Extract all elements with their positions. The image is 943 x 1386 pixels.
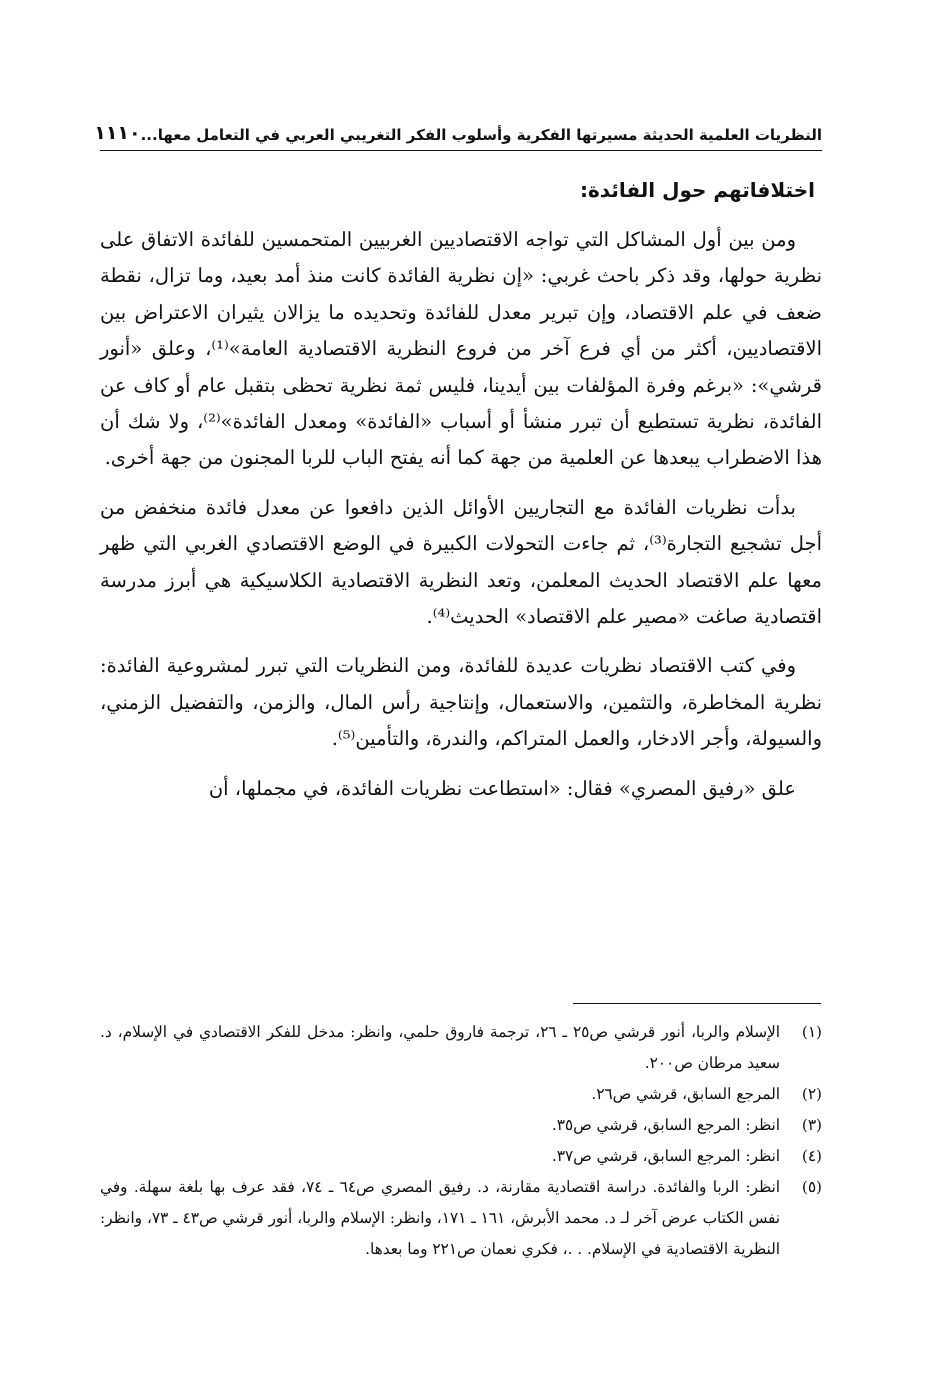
body-text (100, 222, 822, 820)
footnote-item (100, 1110, 822, 1141)
footnote-text: انظر: الربا والفائدة. دراسة اقتصادية مقارنة، د. رفيق المصري ص٦٤ ـ ٧٤، فقد عرف بها بلغة سهلة. وفي نفس الكتاب عرض آخر لـ د. محمد الأبرش، ١٦١ ـ ١٧١، وانظر: الإسلام والربا، أنور قرشي ص٤٣ ـ ٧٣، وانظر: النظرية الاقتصادية في الإسلام. . .، فكري نعمان ص٢٢١ وما بعدها. (100, 1178, 780, 1258)
footnote-number: (١) (801, 1023, 822, 1041)
footnote-number: (٥) (801, 1178, 822, 1196)
running-title: النظريات العلمية الحديثة مسيرتها الفكرية وأسلوب الفكر التغريبي العربي في التعامل معها... (140, 126, 822, 144)
footnote-text: انظر: المرجع السابق، قرشي ص٣٧. (551, 1147, 780, 1165)
footnote-number: (٣) (801, 1116, 822, 1134)
footnote-divider (573, 1003, 821, 1004)
section-heading: اختلافاتهم حول الفائدة: (580, 178, 815, 202)
footnote-text: المرجع السابق، قرشي ص٢٦. (591, 1085, 780, 1103)
footnote-number: (٢) (801, 1085, 822, 1103)
footnotes-list (100, 1017, 822, 1265)
paragraph-1: ومن بين أول المشاكل التي تواجه الاقتصاديين الغربيين المتحمسين للفائدة الاتفاق على نظرية حولها، وقد ذكر باحث غربي: «إن نظرية الفائدة كانت منذ أمد بعيد، وما تزال، نقطة ضعف في علم الاقتصاد، وإن تبرير معدل للفائدة وتحديده ما يزالان يثيران الاعتراض بين الاقتصاديين، أكثر من أي فرع آخر من فروع النظرية الاقتصادية العامة»⁽¹⁾، وعلق «أنور قرشي»: «برغم وفرة المؤلفات بين أيدينا، فليس ثمة نظرية تحظى بتقبل عام أو كاف عن الفائدة، نظرية تستطيع أن تبرر منشأ أو أسباب «الفائدة» ومعدل الفائدة»⁽²⁾، ولا شك أن هذا الاضطراب يبعدها عن العلمية من جهة كما أنه يفتح الباب للربا المجنون من جهة أخرى. (100, 228, 822, 470)
footnote-number: (٤) (801, 1147, 822, 1165)
paragraph-4: علق «رفيق المصري» فقال: «استطاعت نظريات الفائدة، في مجملها، أن (208, 776, 796, 800)
footnote-text: انظر: المرجع السابق، قرشي ص٣٥. (551, 1116, 780, 1134)
page-number: ١١١٠ (94, 122, 141, 144)
paragraph-2: بدأت نظريات الفائدة مع التجاريين الأوائل الذين دافعوا عن معدل فائدة منخفض من أجل تشجيع التجارة⁽³⁾، ثم جاءت التحولات الكبيرة في الوضع الاقتصادي الغربي التي ظهر معها علم الاقتصاد الحديث المعلمن، وتعد النظرية الاقتصادية الكلاسيكية هي أبرز مدرسة اقتصادية صاغت «مصير علم الاقتصاد» الحديث⁽⁴⁾. (100, 495, 822, 629)
paragraph-3: وفي كتب الاقتصاد نظريات عديدة للفائدة، ومن النظريات التي تبرر لمشروعية الفائدة: نظرية المخاطرة، والتثمين، والاستعمال، وإنتاجية رأس المال، والزمن، والتفضيل الزمني، والسيولة، وأجر الادخار، والعمل المتراكم، والندرة، والتأمين⁽⁵⁾. (100, 654, 822, 751)
footnote-text: الإسلام والربا، أنور قرشي ص٢٥ ـ ٢٦، ترجمة فاروق حلمي، وانظر: مدخل للفكر الاقتصادي في الإسلام، د. سعيد مرطان ص٢٠٠. (100, 1023, 780, 1072)
footnote-item (100, 1017, 822, 1079)
footnote-item (100, 1172, 822, 1265)
footnote-item (100, 1079, 822, 1110)
footnote-item (100, 1141, 822, 1172)
running-header (94, 108, 822, 151)
